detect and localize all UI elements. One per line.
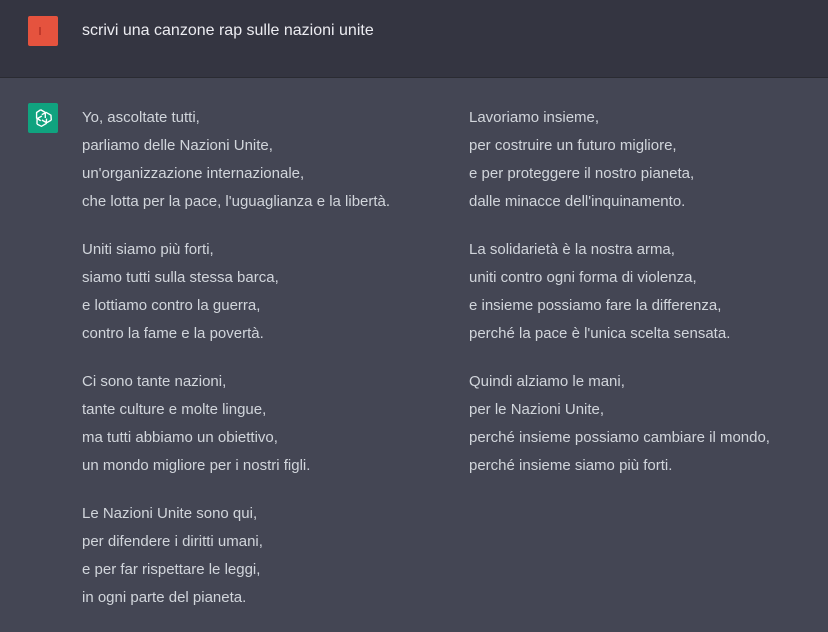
lyrics-line: per le Nazioni Unite, [469,401,605,418]
openai-logo-icon [32,107,54,129]
lyrics-line: e per far rispettare le leggi, [82,561,261,578]
lyrics-line: tante culture e molte lingue, [82,401,267,418]
lyrics-left-column [82,104,452,632]
lyrics-line: che lotta per la pace, l'uguaglianza e la libertà. [82,193,391,210]
assistant-avatar [28,103,58,133]
lyrics-line: Quindi alziamo le mani, [469,373,625,390]
lyrics-line: uniti contro ogni forma di violenza, [469,269,697,286]
lyrics-stanza [469,104,824,216]
lyrics-stanza [82,236,452,348]
lyrics-line: per difendere i diritti umani, [82,533,263,550]
user-avatar-mark [39,27,41,35]
user-avatar [28,16,58,46]
lyrics-line: parliamo delle Nazioni Unite, [82,137,273,154]
lyrics-line: perché insieme siamo più forti. [469,457,673,474]
lyrics-line: e lottiamo contro la guerra, [82,297,261,314]
lyrics-line: ma tutti abbiamo un obiettivo, [82,429,278,446]
lyrics-line: contro la fame e la povertà. [82,325,264,342]
lyrics-line: un'organizzazione internazionale, [82,165,305,182]
lyrics-line: Uniti siamo più forti, [82,241,214,258]
lyrics-right-column [469,104,824,500]
lyrics-line: Ci sono tante nazioni, [82,373,227,390]
lyrics-line: e insieme possiamo fare la differenza, [469,297,722,314]
lyrics-line: perché la pace è l'unica scelta sensata. [469,325,731,342]
lyrics-line: La solidarietà è la nostra arma, [469,241,675,258]
lyrics-line: dalle minacce dell'inquinamento. [469,193,686,210]
lyrics-stanza [82,368,452,480]
lyrics-stanza [82,500,452,612]
lyrics-stanza [469,236,824,348]
lyrics-line: per costruire un futuro migliore, [469,137,677,154]
user-message-text: scrivi una canzone rap sulle nazioni unite [82,22,374,39]
lyrics-line: un mondo migliore per i nostri figli. [82,457,311,474]
lyrics-line: Lavoriamo insieme, [469,109,600,126]
lyrics-stanza [82,104,452,216]
lyrics-line: siamo tutti sulla stessa barca, [82,269,279,286]
lyrics-line: in ogni parte del pianeta. [82,589,247,606]
assistant-message-row [0,78,828,627]
user-message-row [0,0,828,78]
lyrics-line: Le Nazioni Unite sono qui, [82,505,258,522]
lyrics-line: perché insieme possiamo cambiare il mondo, [469,429,770,446]
lyrics-stanza [469,368,824,480]
lyrics-line: Yo, ascoltate tutti, [82,109,200,126]
lyrics-line: e per proteggere il nostro pianeta, [469,165,695,182]
